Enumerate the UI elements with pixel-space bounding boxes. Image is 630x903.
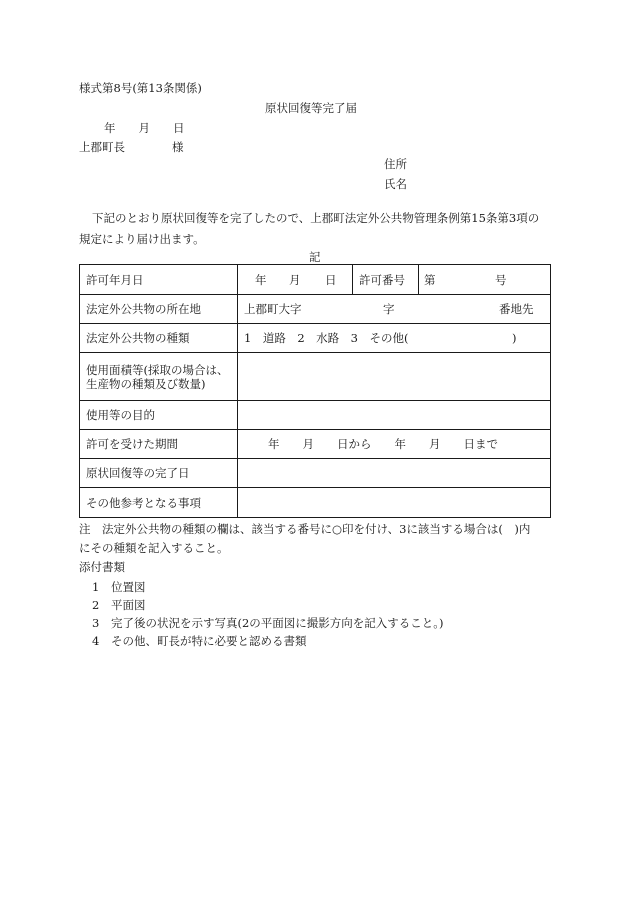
- attachment-text: その他、町長が特に必要と認める書類: [110, 634, 307, 648]
- usage-purpose-cell[interactable]: [238, 401, 551, 430]
- attachments-heading: 添付書類: [79, 560, 125, 574]
- note-line1: 注 法定外公共物の種類の欄は、該当する番号に○印を付け、3に該当する場合は( )内: [79, 522, 531, 536]
- permit-date-month: 月: [289, 273, 301, 287]
- attachment-number: 4: [92, 634, 100, 648]
- permit-date-label: 許可年月日: [80, 265, 238, 295]
- list-item: [92, 634, 306, 648]
- table-row: [80, 265, 551, 295]
- list-item: [92, 616, 444, 630]
- address-label: 住所: [384, 157, 407, 171]
- attachment-number: 3: [92, 616, 100, 630]
- other-reference-cell[interactable]: [238, 488, 551, 518]
- attachment-text: 平面図: [110, 598, 146, 612]
- ki-heading: 記: [309, 250, 321, 264]
- body-text-line2: 規定により届け出ます。: [79, 232, 205, 246]
- table-row: [80, 401, 551, 430]
- usage-purpose-label: 使用等の目的: [80, 401, 238, 430]
- property-type-cell[interactable]: [238, 324, 551, 353]
- list-item: [92, 580, 145, 594]
- usage-area-cell[interactable]: [238, 353, 551, 401]
- table-row: [80, 353, 551, 401]
- permit-number-label: 許可番号: [353, 265, 419, 295]
- property-type-label: 法定外公共物の種類: [80, 324, 238, 353]
- permit-date-cell[interactable]: [238, 265, 353, 295]
- submission-date: 年 月 日: [104, 121, 185, 135]
- addressee-honorific: 様: [172, 140, 184, 154]
- location-banchi: 番地先: [499, 302, 534, 316]
- location-aza: 字: [383, 302, 395, 316]
- name-label: 氏名: [384, 177, 407, 191]
- table-row: [80, 430, 551, 459]
- property-type-options: 1 道路 2 水路 3 その他(: [244, 331, 409, 345]
- attachment-text: 完了後の状況を示す写真(2の平面図に撮影方向を記入すること。): [110, 616, 444, 630]
- table-row: [80, 295, 551, 324]
- note-line2: にその種類を記入すること。: [79, 541, 229, 555]
- permit-date-day: 日: [325, 273, 337, 287]
- list-item: [92, 598, 145, 612]
- other-reference-label: その他参考となる事項: [80, 488, 238, 518]
- property-type-close-paren: ): [512, 331, 517, 345]
- permit-number-prefix: 第: [424, 273, 436, 287]
- table-row: [80, 324, 551, 353]
- attachment-text: 位置図: [110, 580, 146, 594]
- completion-date-cell[interactable]: [238, 459, 551, 488]
- permit-number-cell[interactable]: [419, 265, 551, 295]
- permit-date-year: 年: [255, 273, 267, 287]
- completion-form-table: [79, 264, 551, 518]
- form-number: 様式第8号(第13条関係): [79, 81, 202, 95]
- location-label: 法定外公共物の所在地: [80, 295, 238, 324]
- location-oaza: 上郡町大字: [244, 302, 302, 316]
- permit-period-cell[interactable]: 年 月 日から 年 月 日まで: [238, 430, 551, 459]
- body-text-line1: 下記のとおり原状回復等を完了したので、上郡町法定外公共物管理条例第15条第3項の: [92, 211, 540, 225]
- attachment-number: 1: [92, 580, 100, 594]
- completion-date-label: 原状回復等の完了日: [80, 459, 238, 488]
- usage-area-label-line2: 生産物の種類及び数量): [86, 376, 206, 391]
- attachment-number: 2: [92, 598, 100, 612]
- usage-area-label-line1: 使用面積等(採取の場合は、: [86, 362, 229, 377]
- table-row: [80, 459, 551, 488]
- table-row: [80, 488, 551, 518]
- location-cell[interactable]: [238, 295, 551, 324]
- usage-area-label: [80, 353, 238, 401]
- addressee: 上郡町長: [79, 140, 125, 154]
- permit-period-label: 許可を受けた期間: [80, 430, 238, 459]
- permit-number-suffix: 号: [495, 273, 507, 287]
- document-title: 原状回復等完了届: [265, 101, 357, 115]
